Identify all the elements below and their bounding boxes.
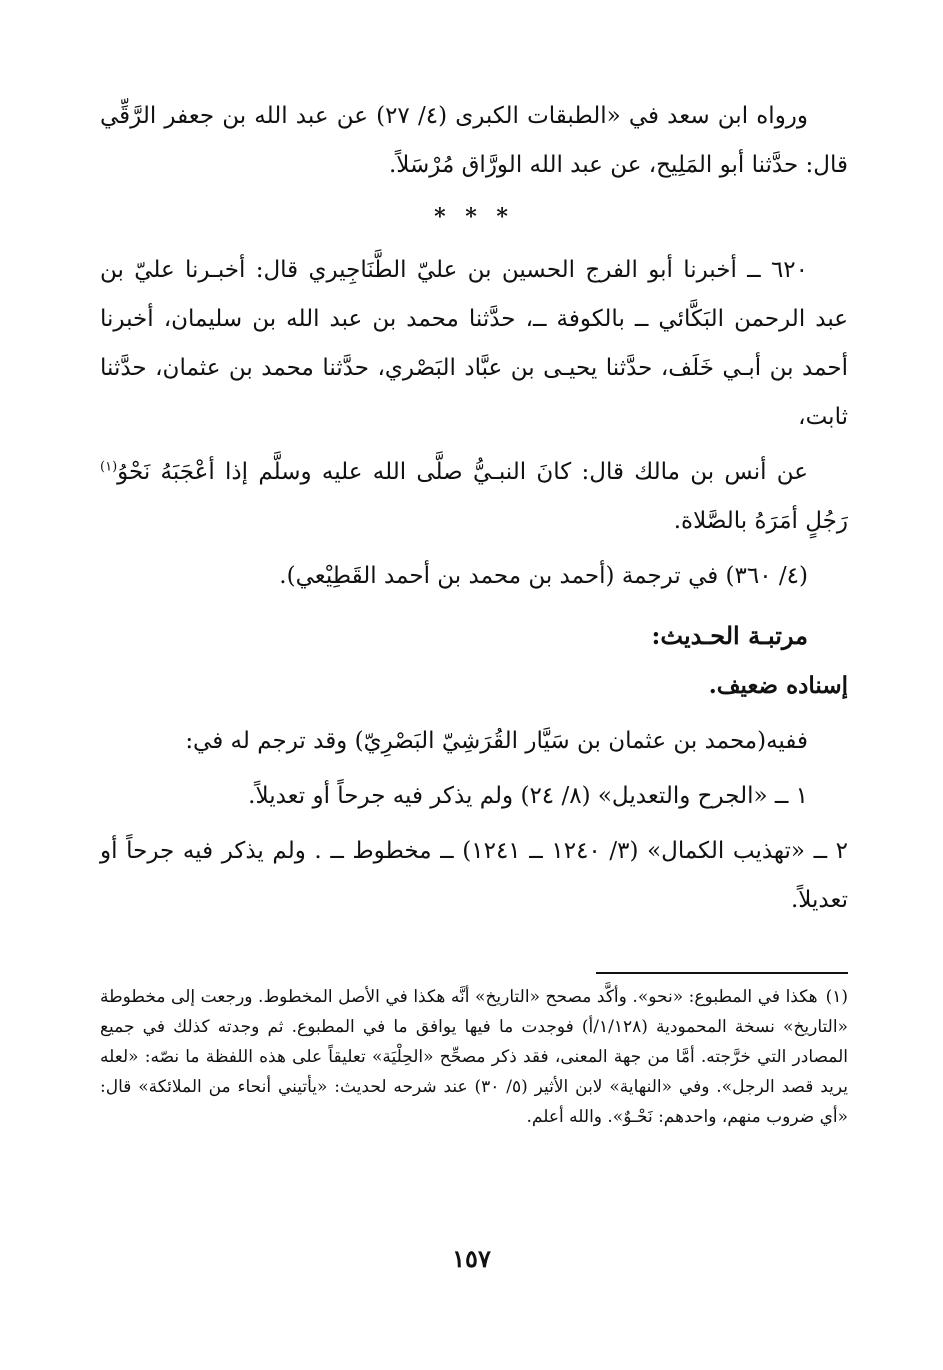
paragraph-hadith-matn: [100, 448, 848, 546]
hadith-matn-text: عن أنس بن مالك قال: كانَ النبـيُّ صلَّى الله عليه وسلَّم إذا أعْجَبَهُ نَحْوُ: [117, 459, 808, 485]
footnote-text: هكذا في المطبوع: «نحو». وأكَّد مصحح «التاريخ» أنَّه هكذا في الأصل المخطوط. ورجعت إلى مخطوطة «التاريخ» نسخة المحمودية (١/١٢٨/أ) فوجدت ما فيها يوافق ما في المطبوع. ثم وجدته كذلك في جميع المصادر التي خرَّجته. أمَّا من جهة المعنى، فقد ذكر مصحِّح «الحِلْيَة» تعليقاً على هذه اللفظة ما نصّه: «لعله يريد قصد الرجل». وفي «النهاية» لابن الأثير (٥/ ٣٠) عند شرحه لحديث: «يأتيني أنحاء من الملائكة» قال: «أي ضروب منهم، واحدهم: نَحْـوٌ». والله أعلم.: [100, 987, 848, 1127]
paragraph-ibn-saad: ورواه ابن سعد في «الطبقات الكبرى (٤/ ٢٧) عن عبد الله بن جعفر الرَّقِّي قال: حدَّثنا أبو المَلِيح، عن عبد الله الورَّاق مُرْسَلاً.: [100, 103, 848, 178]
hadith-matn-end: رَجُلٍ أمَرَهُ بالصَّلاة.: [673, 508, 848, 534]
footnote-rule: [596, 972, 848, 974]
paragraph-hadith-620-isnad: ٦٢٠ ــ أخبرنا أبو الفرج الحسين بن عليّ الطَّنَاجِيري قال: أخبـرنا عليّ بن عبد الرحمن البَكَّائي ــ بالكوفة ــ، حدَّثنا محمد بن عبد الله بن سليمان، أخبرنا أحمد بن أبـي خَلَف، حدَّثنا يحيـى بن عبَّاد البَصْري، حدَّثنا محمد بن عثمان، حدَّثنا ثابت،: [100, 257, 848, 430]
section-heading-hadith-grade: مرتبـة الحـديث:: [651, 621, 808, 650]
grade-statement: إسناده ضعيف.: [708, 672, 848, 699]
paragraph-narrator-note: ففيه(محمد بن عثمان بن سَيَّار القُرَشِيّ البَصْرِيّ) وقد ترجم له في:: [185, 728, 808, 754]
reference-item-1: ١ ــ «الجرح والتعديل» (٨/ ٢٤) ولم يذكر فيه جرحاً أو تعديلاً.: [248, 783, 808, 809]
paragraph-source-reference: (٤/ ٣٦٠) في ترجمة (أحمد بن محمد بن أحمد القَطِيْعي).: [279, 563, 808, 589]
main-text: [100, 92, 848, 925]
page-number: ١٥٧: [452, 1244, 491, 1273]
footnote-section: [100, 982, 848, 1132]
reference-item-2: ٢ ــ «تهذيب الكمال» (٣/ ١٢٤٠ ــ ١٢٤١) ــ مخطوط ــ . ولم يذكر فيه جرحاً أو تعديلاً.: [100, 838, 849, 913]
section-separator: * * *: [434, 204, 514, 230]
footnote-marker: (١): [100, 459, 118, 475]
footnote-number: (١): [825, 987, 848, 1007]
